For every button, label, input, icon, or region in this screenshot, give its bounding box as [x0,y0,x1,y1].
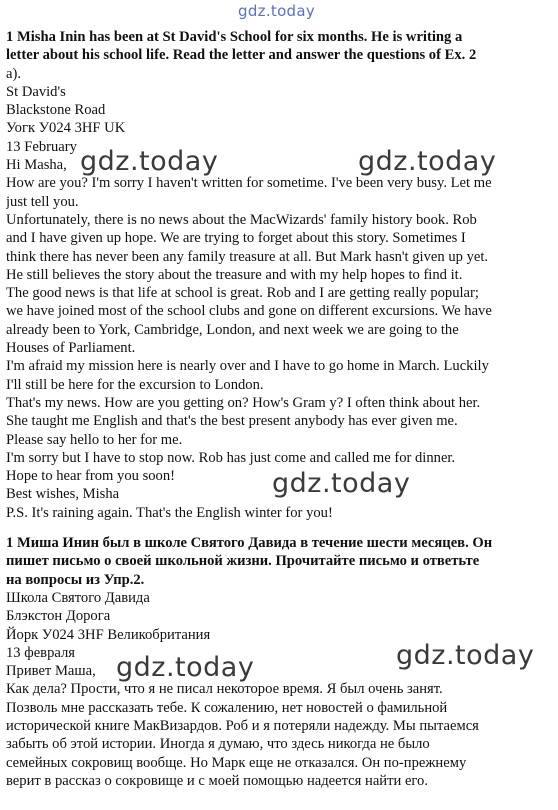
letter-line: How are you? I'm sorry I haven't written for sometime. I've been very busy. Let me [6,175,492,192]
address-line: St David's [6,83,66,100]
letter-line: Hope to hear from you soon! [6,468,176,485]
english-title-line: letter about his school life. Read the letter and answer the questions of Ex. 2 [6,47,477,64]
letter-line: The good news is that life at school is great. Rob and I are getting really popular; [6,285,479,302]
exercise-label: a). [6,65,21,82]
letter-date: 13 February [6,138,77,155]
document-page [6,28,552,790]
address-line: Йорк У024 3HF Великобритания [6,626,211,643]
letter-line: исторической книге МакВизардов. Роб и я потеряли надежду. Мы пытаемся [6,717,479,734]
letter-line: That's my news. How are you getting on? How's Gram y? I often think about her. [6,394,481,411]
letter-line: we have joined most of the school clubs and gone on different excursions. We have [6,303,492,320]
letter-line: She taught me English and that's the best present anybody has ever given me. [6,413,458,430]
letter-line: think there has never been any family treasure at all. But Mark hasn't given up yet. [6,248,489,265]
site-watermark-header: gdz.today [238,2,316,20]
address-line: Blackstone Road [6,102,106,119]
letter-line: just tell you. [6,193,79,210]
letter-line: I'll still be here for the excursion to London. [6,376,264,393]
letter-line: Houses of Parliament. [6,340,136,357]
letter-date: 13 февраля [6,644,75,661]
russian-section [6,534,552,790]
letter-greeting: Hi Masha, [6,157,67,174]
letter-line: Unfortunately, there is no news about the MacWizards' family history book. Rob [6,211,477,228]
letter-line: I'm sorry but I have to stop now. Rob has just come and called me for dinner. [6,449,456,466]
watermark: gdz.today [358,146,497,177]
letter-greeting: Привет Маша, [6,663,96,680]
watermark: gdz.today [272,468,411,499]
letter-line: and I have given up hope. We are trying to forget about this story. Sometimes I [6,230,466,247]
english-section [6,28,552,522]
watermark: gdz.today [396,640,535,671]
letter-line: He still believes the story about the treasure and with my help hopes to find it. [6,266,463,283]
letter-line: Как дела? Прости, что я не писал некоторое время. Я был очень занят. [6,681,443,698]
letter-line: Позволь мне рассказать тебе. К сожалению, нет новостей о фамильной [6,699,448,716]
letter-line: Please say hello to her for me. [6,431,183,448]
section-gap [6,522,552,534]
address-line: Блэкстон Дорога [6,608,111,625]
address-line: Уогк У024 3HF UK [6,120,126,137]
letter-line: I'm afraid my mission here is nearly over and I have to go home in March. Luckily [6,358,489,375]
letter-line: already been to York, Cambridge, London, and next week we are going to the [6,321,459,338]
russian-title-line: 1 Миша Инин был в школе Святого Давида в течение шести месяцев. Он [6,535,493,552]
letter-postscript: P.S. It's raining again. That's the English winter for you! [6,504,333,521]
english-title-line: 1 Misha Inin has been at St David's School for six months. He is writing a [6,29,463,45]
letter-line: верит в рассказ о сокровище и с моей помощью надеется найти его. [6,772,428,789]
watermark: gdz.today [80,146,219,177]
russian-title-line: на вопросы из Упр.2. [6,571,145,588]
russian-title-line: пишет письмо о своей школьной жизни. Прочитайте письмо и ответьте [6,553,480,570]
address-line: Школа Святого Давида [6,589,150,606]
letter-line: забыть об этой истории. Иногда я думаю, что здесь никогда не было [6,736,430,753]
watermark: gdz.today [116,652,255,683]
letter-line: семейных сокровищ вообще. Но Марк еще не отказался. Он по-прежнему [6,754,467,771]
letter-signoff: Best wishes, Misha [6,486,120,503]
